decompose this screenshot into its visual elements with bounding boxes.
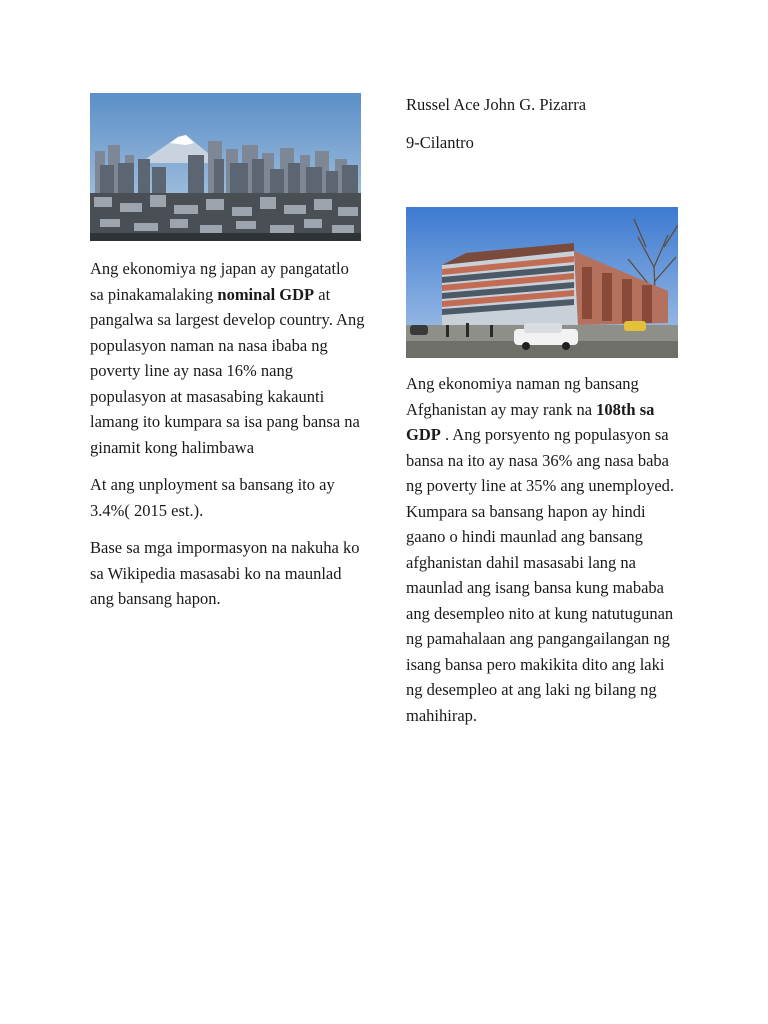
tokyo-skyline-photo: [90, 93, 361, 241]
japan-text-part-2: at pangalwa sa largest develop country. Ang populasyon naman na nasa ibaba ng poverty line ay nasa 16% nang populasyon at masasabing kakaunti lamang ito kumpara sa isa pang bansa na ginamit kong halimbawa: [90, 284, 365, 457]
japan-economy-column: [90, 256, 365, 612]
unemployment-paragraph: At ang unployment sa bansang ito ay 3.4%( 2015 est.).: [90, 475, 335, 520]
afghanistan-paragraph: [406, 371, 681, 728]
school-building-photo: [406, 207, 678, 358]
japan-bold-gdp: nominal GDP: [217, 284, 315, 304]
afghanistan-text-part-2: . Ang porsyento ng populasyon sa bansa na ito ay nasa 36% ang nasa baba ng poverty line at 35% ang unemployed. Kumpara sa bansang hapon ay hindi gaano o hindi maunlad ang bansang afghanistan dahil masasabi lang na maunlad ang isang bansa kung mababa ang desempleo nito at kung natutugunan ng pamahalaan ang pangangailangan ng isang bansa pero makikita dito ang laki ng desempleo at ang laki ng bilang ng mahihirap.: [406, 425, 675, 725]
afghanistan-bold-gdp: 108th sa GDP: [406, 399, 655, 444]
afghanistan-economy-column: [406, 371, 681, 728]
section-name: 9-Cilantro: [406, 133, 474, 152]
japan-text-part-1: Ang ekonomiya ng japan ay pangatatlo sa pinakamalaking: [90, 259, 349, 304]
japan-paragraph: [90, 256, 365, 460]
author-name: Russel Ace John G. Pizarra: [406, 95, 587, 114]
conclusion-paragraph: Base sa mga impormasyon na nakuha ko sa Wikipedia masasabi ko na maunlad ang bansang hapon.: [90, 538, 360, 608]
afghanistan-text-part-1: Ang ekonomiya naman ng bansang Afghanistan ay may rank na: [406, 374, 639, 419]
